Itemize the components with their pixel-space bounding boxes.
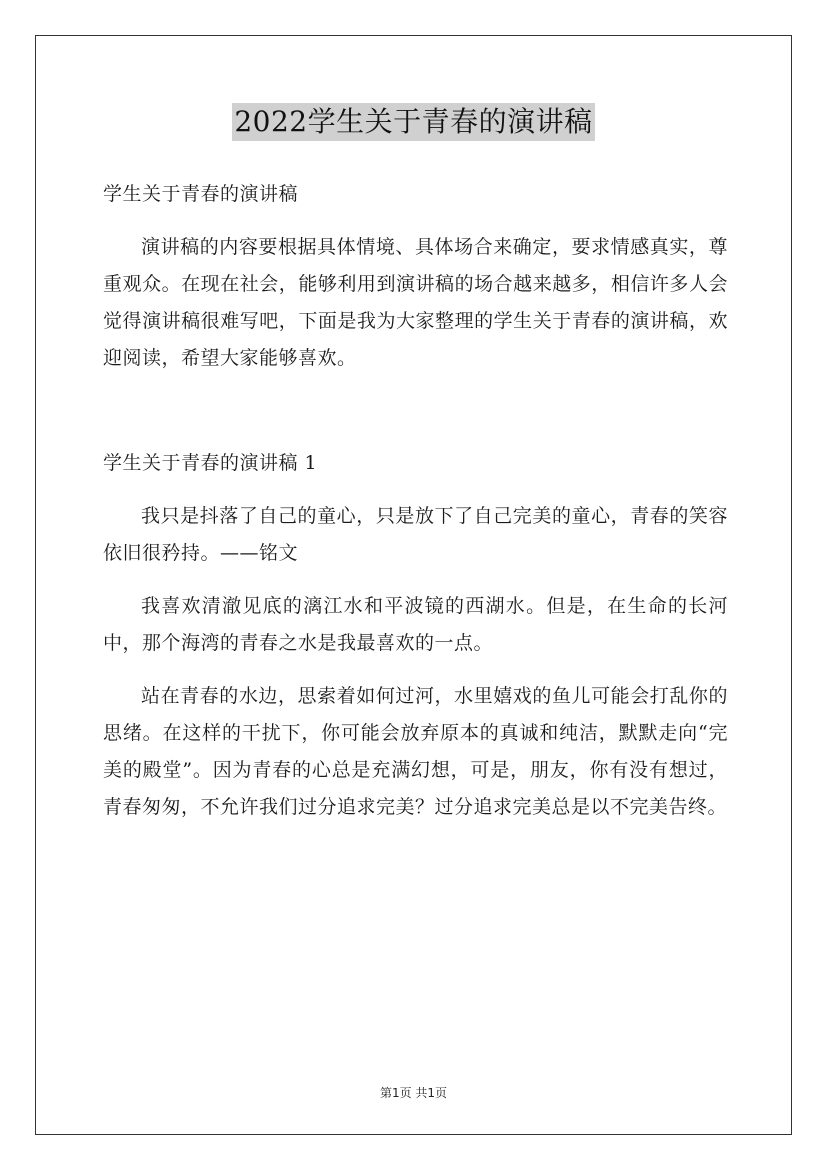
intro-paragraph: 演讲稿的内容要根据具体情境、具体场合来确定，要求情感真实，尊重观众。在现在社会，能够利用到演讲稿的场合越来越多，相信许多人会觉得演讲稿很难写吧，下面是我为大家整理的学生关于青春的演讲稿，欢迎阅读，希望大家能够喜欢。 [103,236,728,369]
document-title: 2022学生关于青春的演讲稿 [232,103,594,141]
page-number-footer: 第1页 共1页 [379,1086,448,1100]
title-container [0,103,827,141]
section-heading: 学生关于青春的演讲稿 1 [103,452,318,474]
body-paragraph-1: 我只是抖落了自己的童心，只是放下了自己完美的童心，青春的笑容依旧很矜持。——铭文 [103,505,728,564]
body-paragraph-3: 站在青春的水边，思索着如何过河，水里嬉戏的鱼儿可能会打乱你的思绪。在这样的干扰下，你可能会放弃原本的真诚和纯洁，默默走向“完美的殿堂”。因为青春的心总是充满幻想，可是，朋友，你有没有想过，青春匆匆，不允许我们过分追求完美？过分追求完美总是以不完美告终。 [103,685,728,818]
intro-heading: 学生关于青春的演讲稿 [103,183,299,205]
document-body [103,176,728,826]
body-paragraph-2: 我喜欢清澈见底的漓江水和平波镜的西湖水。但是，在生命的长河中，那个海湾的青春之水是我最喜欢的一点。 [103,595,728,654]
